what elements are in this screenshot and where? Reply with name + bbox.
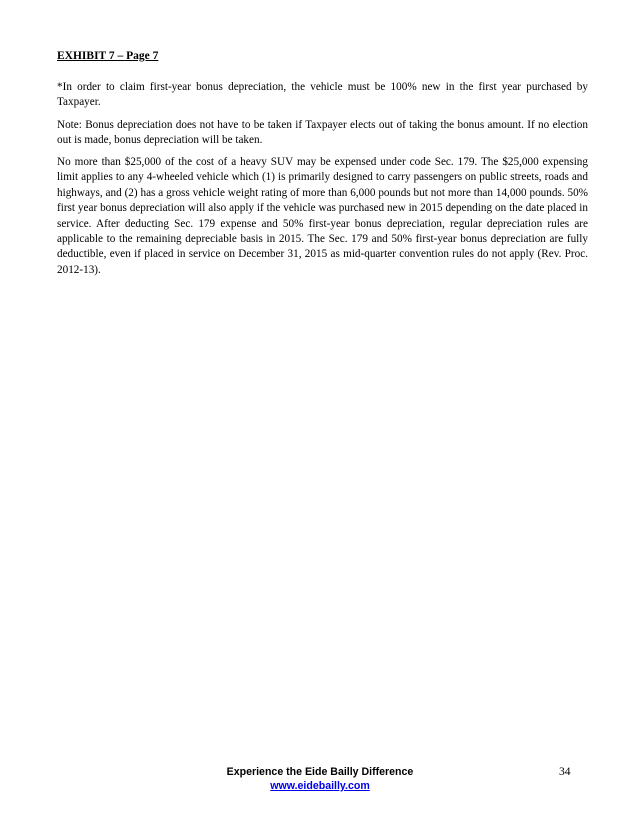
footer-website-link[interactable]: www.eidebailly.com (270, 780, 370, 792)
page-heading: EXHIBIT 7 – Page 7 (57, 50, 159, 62)
paragraph-bonus-depreciation-requirement: *In order to claim first-year bonus depreciation, the vehicle must be 100% new in the first year purchased by Taxpayer. (57, 81, 588, 109)
footer-tagline: Experience the Eide Bailly Difference (226, 766, 414, 778)
paragraph-note-election-out: Note: Bonus depreciation does not have to be taken if Taxpayer elects out of taking the bonus amount. If no election out is made, bonus depreciation will be taken. (57, 119, 588, 147)
page-number: 34 (559, 766, 571, 778)
paragraph-heavy-suv-sec179: No more than $25,000 of the cost of a heavy SUV may be expensed under code Sec. 179. The $25,000 expensing limit applies to any 4-wheeled vehicle which (1) is primarily designed to carry passengers on public streets, roads and highways, and (2) has a gross vehicle weight rating of more than 6,000 pounds but not more than 14,000 pounds. 50% first year bonus depreciation will also apply if the vehicle was purchased new in 2015 depending on the date placed in service. After deducting Sec. 179 expense and 50% first-year bonus depreciation, regular depreciation rules are applicable to the remaining depreciable basis in 2015. The Sec. 179 and 50% first-year bonus depreciation are fully deductible, even if placed in service on December 31, 2015 as mid-quarter convention rules do not apply (Rev. Proc. 2012-13). (57, 156, 588, 276)
